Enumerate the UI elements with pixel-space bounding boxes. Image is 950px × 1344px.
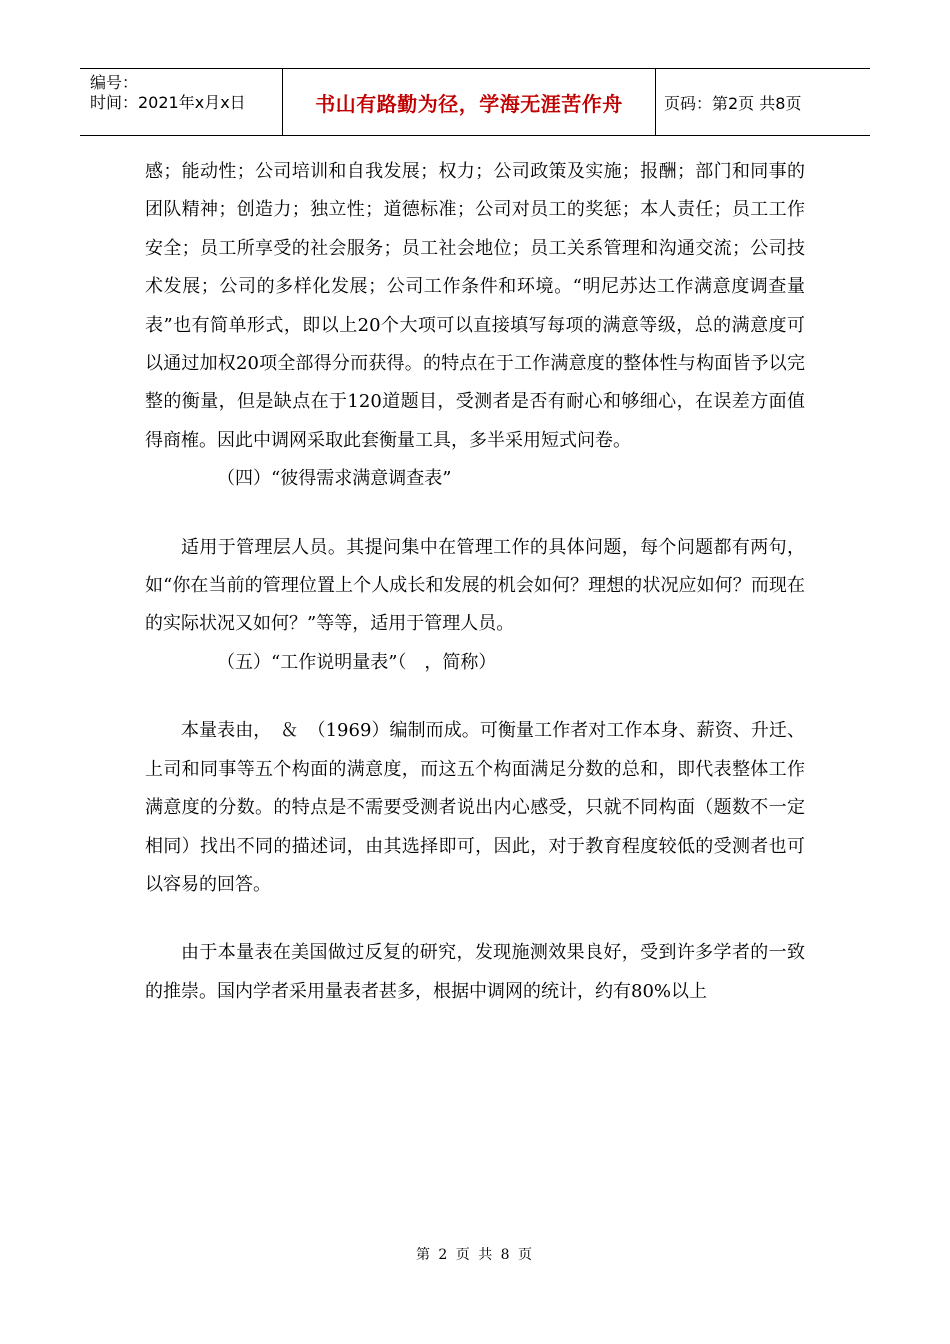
paragraph-research: 由于本量表在美国做过反复的研究，发现施测效果良好，受到许多学者的一致的推崇。国内学者采用量表者甚多，根据中调网的统计，约有80%以上 (145, 942, 805, 1002)
document-body (145, 153, 805, 1011)
page-footer: 第 2 页 共 8 页 (415, 1247, 535, 1263)
date-label: 时间：2021年x月x日 (90, 93, 246, 112)
serial-number-label: 编号： (90, 73, 139, 92)
header-motto: 书山有路勤为径，学海无涯苦作舟 (283, 69, 656, 135)
header-page-info: 页码：第2页 共8页 (664, 93, 802, 113)
section-heading-4: （四）“彼得需求满意调查表” (217, 468, 452, 490)
paragraph-jdi-scale: 本量表由， ＆ （1969）编制而成。可衡量工作者对工作本身、薪资、升迁、上司和同事等五个构面的满意度，而这五个构面满足分数的总和，即代表整体工作满意度的分数。的特点是不需要受测者说出内心感受，只就不同构面（题数不一定相同）找出不同的描述词，由其选择即可，因此，对于教育程度较低的受测者也可以容易的回答。 (145, 720, 805, 895)
document-header (80, 68, 870, 136)
paragraph-continued: 感；能动性；公司培训和自我发展；权力；公司政策及实施；报酬；部门和同事的团队精神；创造力；独立性；道德标准；公司对员工的奖惩；本人责任；员工工作安全；员工所享受的社会服务；员工社会地位；员工关系管理和沟通交流；公司技术发展；公司的多样化发展；公司工作条件和环境。“明尼苏达工作满意度调查量表”也有简单形式，即以上20个大项可以直接填写每项的满意等级，总的满意度可以通过加权20项全部得分而获得。的特点在于工作满意度的整体性与构面皆予以完整的衡量，但是缺点在于120道题目，受测者是否有耐心和够细心，在误差方面值得商榷。因此中调网采取此套衡量工具，多半采用短式问卷。 (145, 161, 805, 451)
header-meta (80, 69, 283, 135)
paragraph-peter-survey: 适用于管理层人员。其提问集中在管理工作的具体问题，每个问题都有两句，如“你在当前的管理位置上个人成长和发展的机会如何？理想的状况应如何？而现在的实际状况又如何？”等等，适用于管理人员。 (145, 536, 805, 635)
section-heading-5: （五）“工作说明量表”（ ，简称） (217, 651, 497, 673)
